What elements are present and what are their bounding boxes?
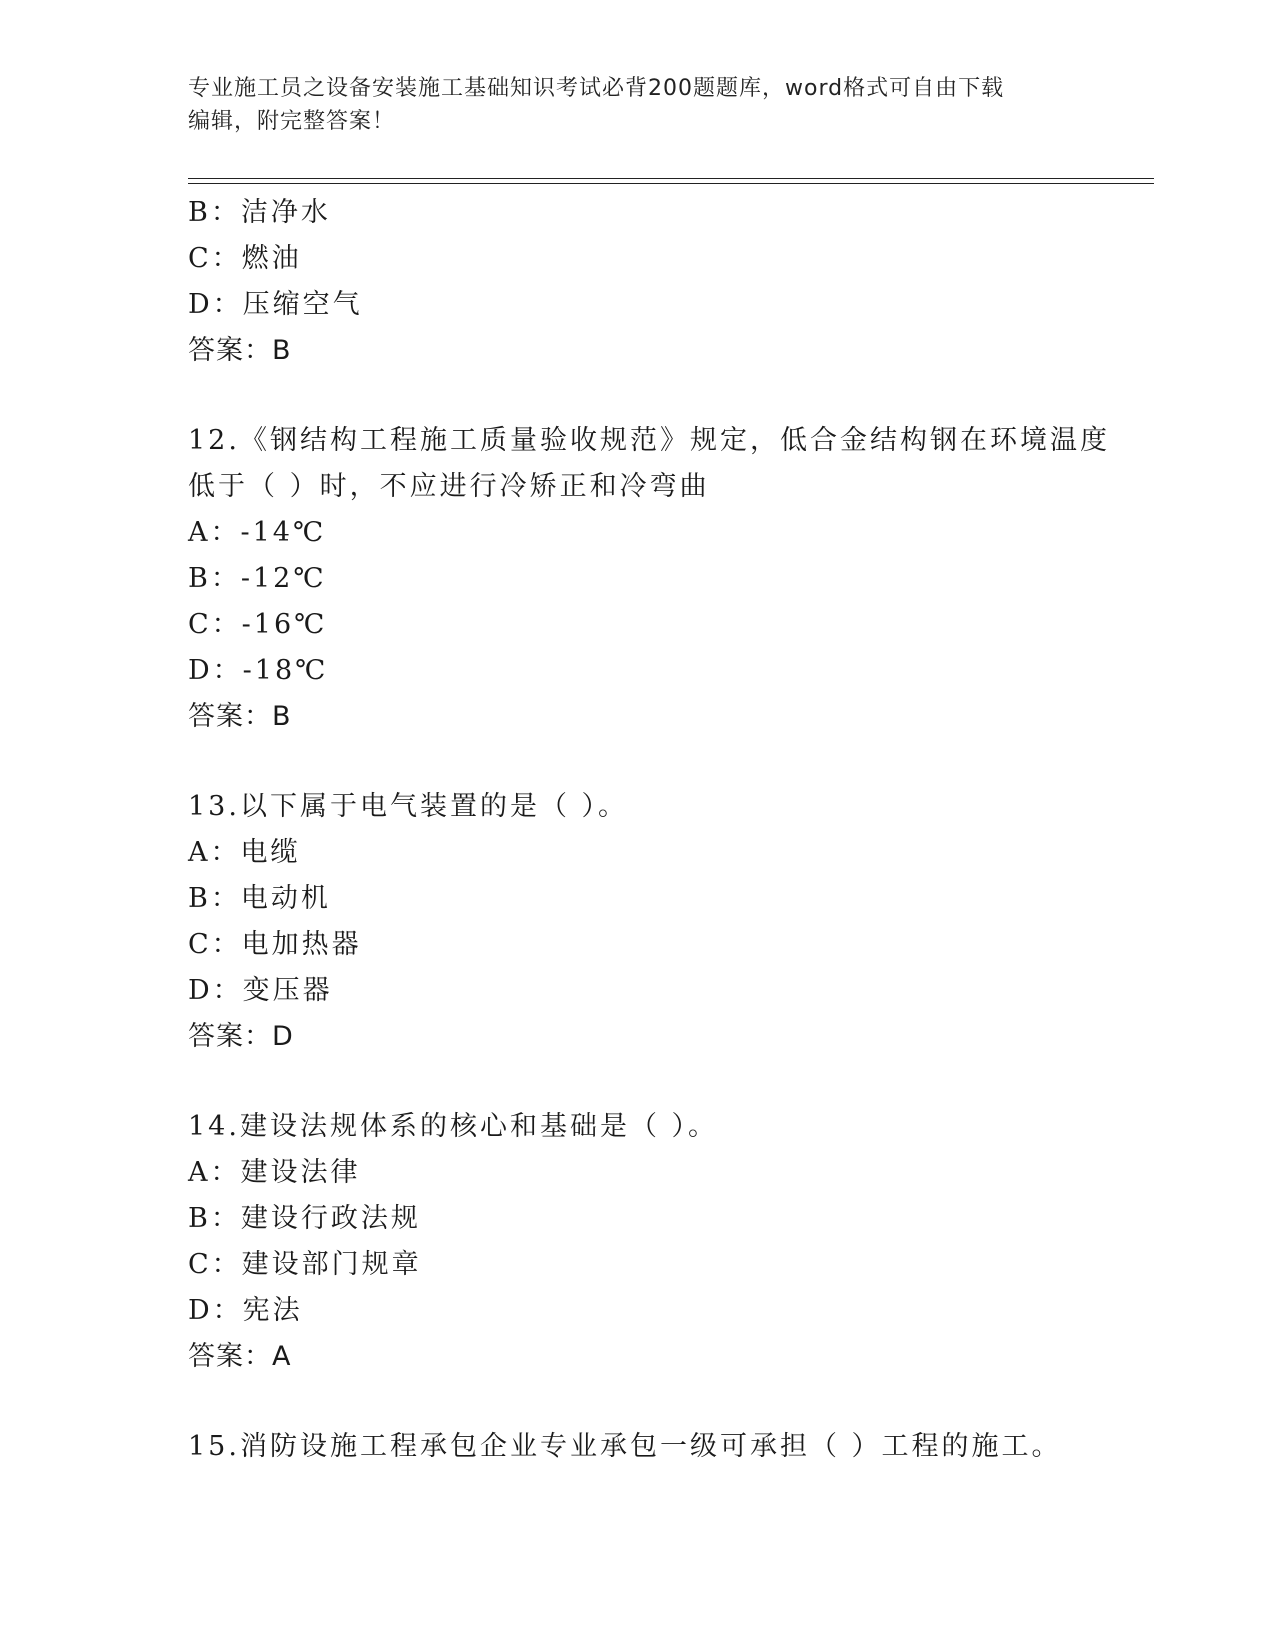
option-d: D：变压器	[188, 975, 333, 1006]
answer: 答案：B	[188, 701, 292, 732]
question-15	[188, 1424, 1154, 1470]
question-text-line-2: 低于（ ）时，不应进行冷矫正和冷弯曲	[188, 471, 710, 502]
question-14	[188, 1104, 1154, 1380]
option-c: C：电加热器	[188, 929, 362, 960]
header-line-2: 编辑，附完整答案！	[188, 109, 396, 134]
option-b: B：洁净水	[188, 197, 331, 228]
question-text-line-1: 12.《钢结构工程施工质量验收规范》规定，低合金结构钢在环境温度	[188, 425, 1110, 456]
option-c: C：-16℃	[188, 609, 328, 640]
answer: 答案：B	[188, 335, 292, 366]
option-d: D：压缩空气	[188, 289, 363, 320]
question-text: 14.建设法规体系的核心和基础是（ ）。	[188, 1111, 719, 1142]
question-13	[188, 784, 1154, 1060]
option-d: D：-18℃	[188, 655, 329, 686]
header-divider-top	[188, 178, 1154, 179]
option-a: A：电缆	[188, 837, 301, 868]
question-11	[188, 190, 1154, 374]
option-c: C：燃油	[188, 243, 302, 274]
option-a: A：建设法律	[188, 1157, 361, 1188]
option-b: B：-12℃	[188, 563, 327, 594]
option-a: A：-14℃	[188, 517, 327, 548]
option-d: D：宪法	[188, 1295, 303, 1326]
question-text: 13.以下属于电气装置的是（ ）。	[188, 791, 629, 822]
question-list	[188, 190, 1154, 1470]
header-line-1: 专业施工员之设备安装施工基础知识考试必背200题题库，word格式可自由下载	[188, 76, 1005, 101]
header-divider-bottom	[188, 183, 1154, 184]
answer: 答案：D	[188, 1021, 294, 1052]
answer: 答案：A	[188, 1341, 292, 1372]
question-12	[188, 418, 1154, 740]
document-header	[188, 72, 1088, 138]
question-text: 15.消防设施工程承包企业专业承包一级可承担（ ）工程的施工。	[188, 1431, 1062, 1462]
option-b: B：建设行政法规	[188, 1203, 421, 1234]
option-c: C：建设部门规章	[188, 1249, 422, 1280]
option-b: B：电动机	[188, 883, 331, 914]
